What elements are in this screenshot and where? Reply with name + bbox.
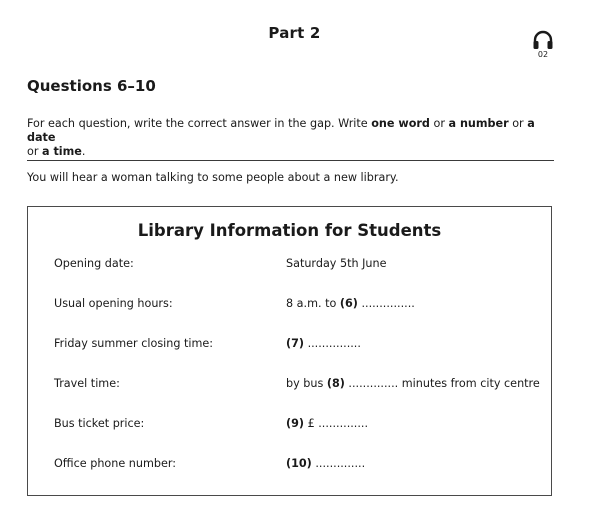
answer-gap-9[interactable]: (9) £ ..............: [286, 417, 369, 430]
row-label: Friday summer closing time:: [54, 337, 214, 350]
notes-box: [27, 206, 552, 496]
context-text: You will hear a woman talking to some people about a new library.: [27, 171, 399, 184]
audio-track-indicator: [530, 30, 556, 59]
part-title: Part 2: [268, 24, 321, 42]
answer-gap-7[interactable]: (7) ...............: [286, 337, 361, 350]
row-label: Opening date:: [54, 257, 134, 270]
box-title: Library Information for Students: [137, 221, 442, 240]
row-friday-closing: [54, 337, 544, 353]
row-value: Saturday 5th June: [286, 257, 387, 270]
divider: [27, 160, 554, 161]
row-bus-ticket: [54, 417, 544, 433]
answer-gap-10[interactable]: (10) ..............: [286, 457, 366, 470]
row-label: Travel time:: [54, 377, 120, 390]
row-travel-time: [54, 377, 544, 393]
headphones-icon: [530, 30, 556, 50]
row-label: Usual opening hours:: [54, 297, 173, 310]
track-number: 02: [537, 50, 549, 59]
instruction-text: For each question, write the correct answer in the gap. Write one word or a number or a date or a time.: [27, 117, 535, 158]
questions-heading: Questions 6–10: [27, 77, 156, 95]
row-label: Bus ticket price:: [54, 417, 145, 430]
answer-gap-8[interactable]: by bus (8) .............. minutes from city centre: [286, 377, 540, 390]
answer-gap-6[interactable]: 8 a.m. to (6) ...............: [286, 297, 415, 310]
row-opening-hours: [54, 297, 544, 313]
row-label: Office phone number:: [54, 457, 177, 470]
row-office-phone: [54, 457, 544, 473]
row-opening-date: [54, 257, 544, 273]
